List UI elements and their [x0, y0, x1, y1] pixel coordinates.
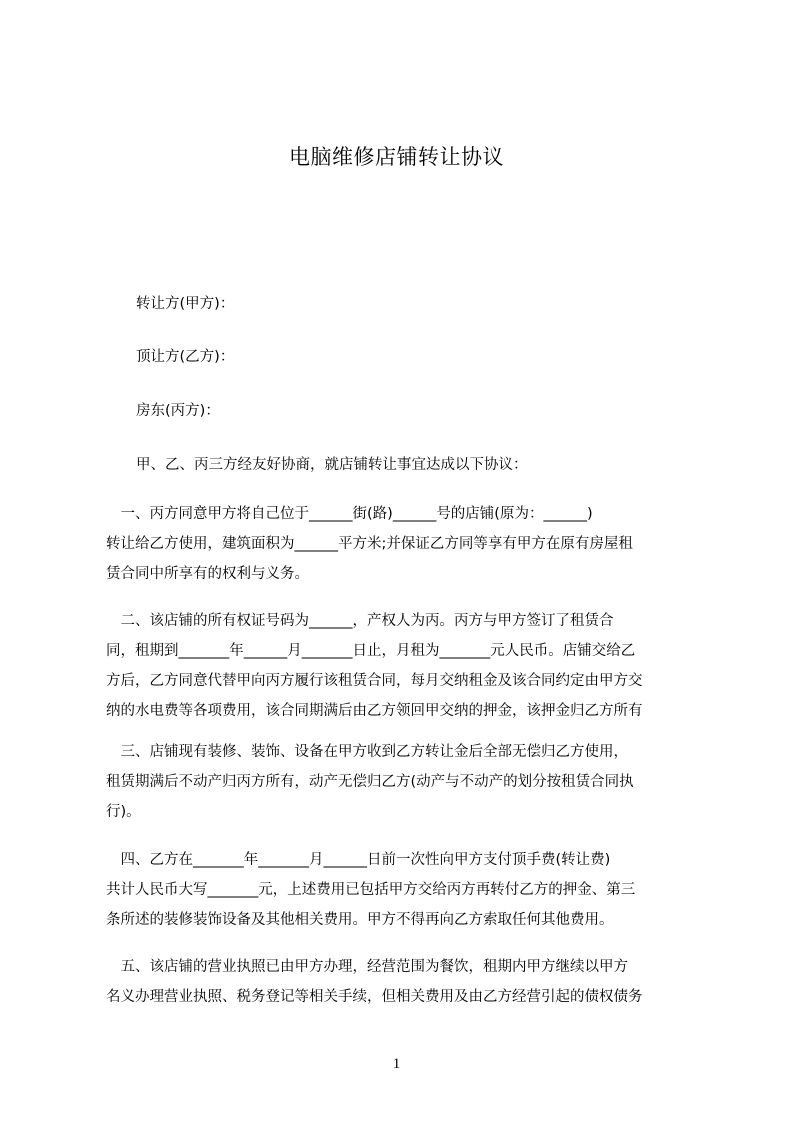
- clause-line: 名义办理营业执照、税务登记等相关手续，但相关费用及由乙方经营引起的债权债务: [106, 989, 643, 1005]
- clause-line: 五、该店铺的营业执照已由甲方办理，经营范围为餐饮，租期内甲方继续以甲方: [106, 959, 628, 975]
- clause-3: [106, 737, 698, 827]
- clause-line: 同，租期到_______年______月_______日止，月租为_______元人民币。店铺交给乙: [106, 643, 636, 659]
- clause-line: 四、乙方在_______年_______月______日前一次性向甲方支付顶手费(转让费): [106, 852, 611, 868]
- clause-line: 二、该店铺的所有权证号码为______，产权人为丙。丙方与甲方签订了租赁合: [106, 613, 614, 629]
- clause-line: 一、丙方同意甲方将自己位于______街(路)______号的店铺(原为：______): [106, 506, 593, 522]
- clause-line: 行)。: [106, 804, 141, 820]
- party-landlord: 房东(丙方)：: [136, 403, 220, 419]
- clause-line: 赁合同中所享有的权利与义务。: [106, 566, 309, 582]
- agreement-intro: 甲、乙、丙三方经友好协商，就店铺转让事宜达成以下协议：: [136, 457, 528, 473]
- clause-line: 方后，乙方同意代替甲向丙方履行该租赁合同，每月交纳租金及该合同约定由甲方交: [106, 673, 643, 689]
- clause-line: 转让给乙方使用，建筑面积为______平方米;并保证乙方同等享有甲方在原有房屋租: [106, 536, 633, 552]
- clause-2: [106, 606, 698, 726]
- clause-line: 纳的水电费等各项费用，该合同期满后由乙方领回甲交纳的押金，该押金归乙方所有: [106, 703, 643, 719]
- party-transferee: 顶让方(乙方)：: [136, 349, 235, 365]
- clause-5: [106, 952, 698, 1012]
- clause-line: 租赁期满后不动产归丙方所有，动产无偿归乙方(动产与不动产的划分按租赁合同执: [106, 774, 634, 790]
- clause-4: [106, 845, 698, 935]
- clause-line: 三、店铺现有装修、装饰、设备在甲方收到乙方转让金后全部无偿归乙方使用，: [106, 744, 628, 760]
- party-transferor: 转让方(甲方)：: [136, 296, 235, 312]
- document-title: 电脑维修店铺转让协议: [289, 145, 504, 169]
- clause-line: 条所述的装修装饰设备及其他相关费用。甲方不得再向乙方索取任何其他费用。: [106, 912, 614, 928]
- clause-1: [106, 499, 698, 589]
- clause-line: 共计人民币大写_______元，上述费用已包括甲方交给丙方再转付乙方的押金、第三: [106, 882, 636, 898]
- page-number: 1: [392, 1056, 401, 1072]
